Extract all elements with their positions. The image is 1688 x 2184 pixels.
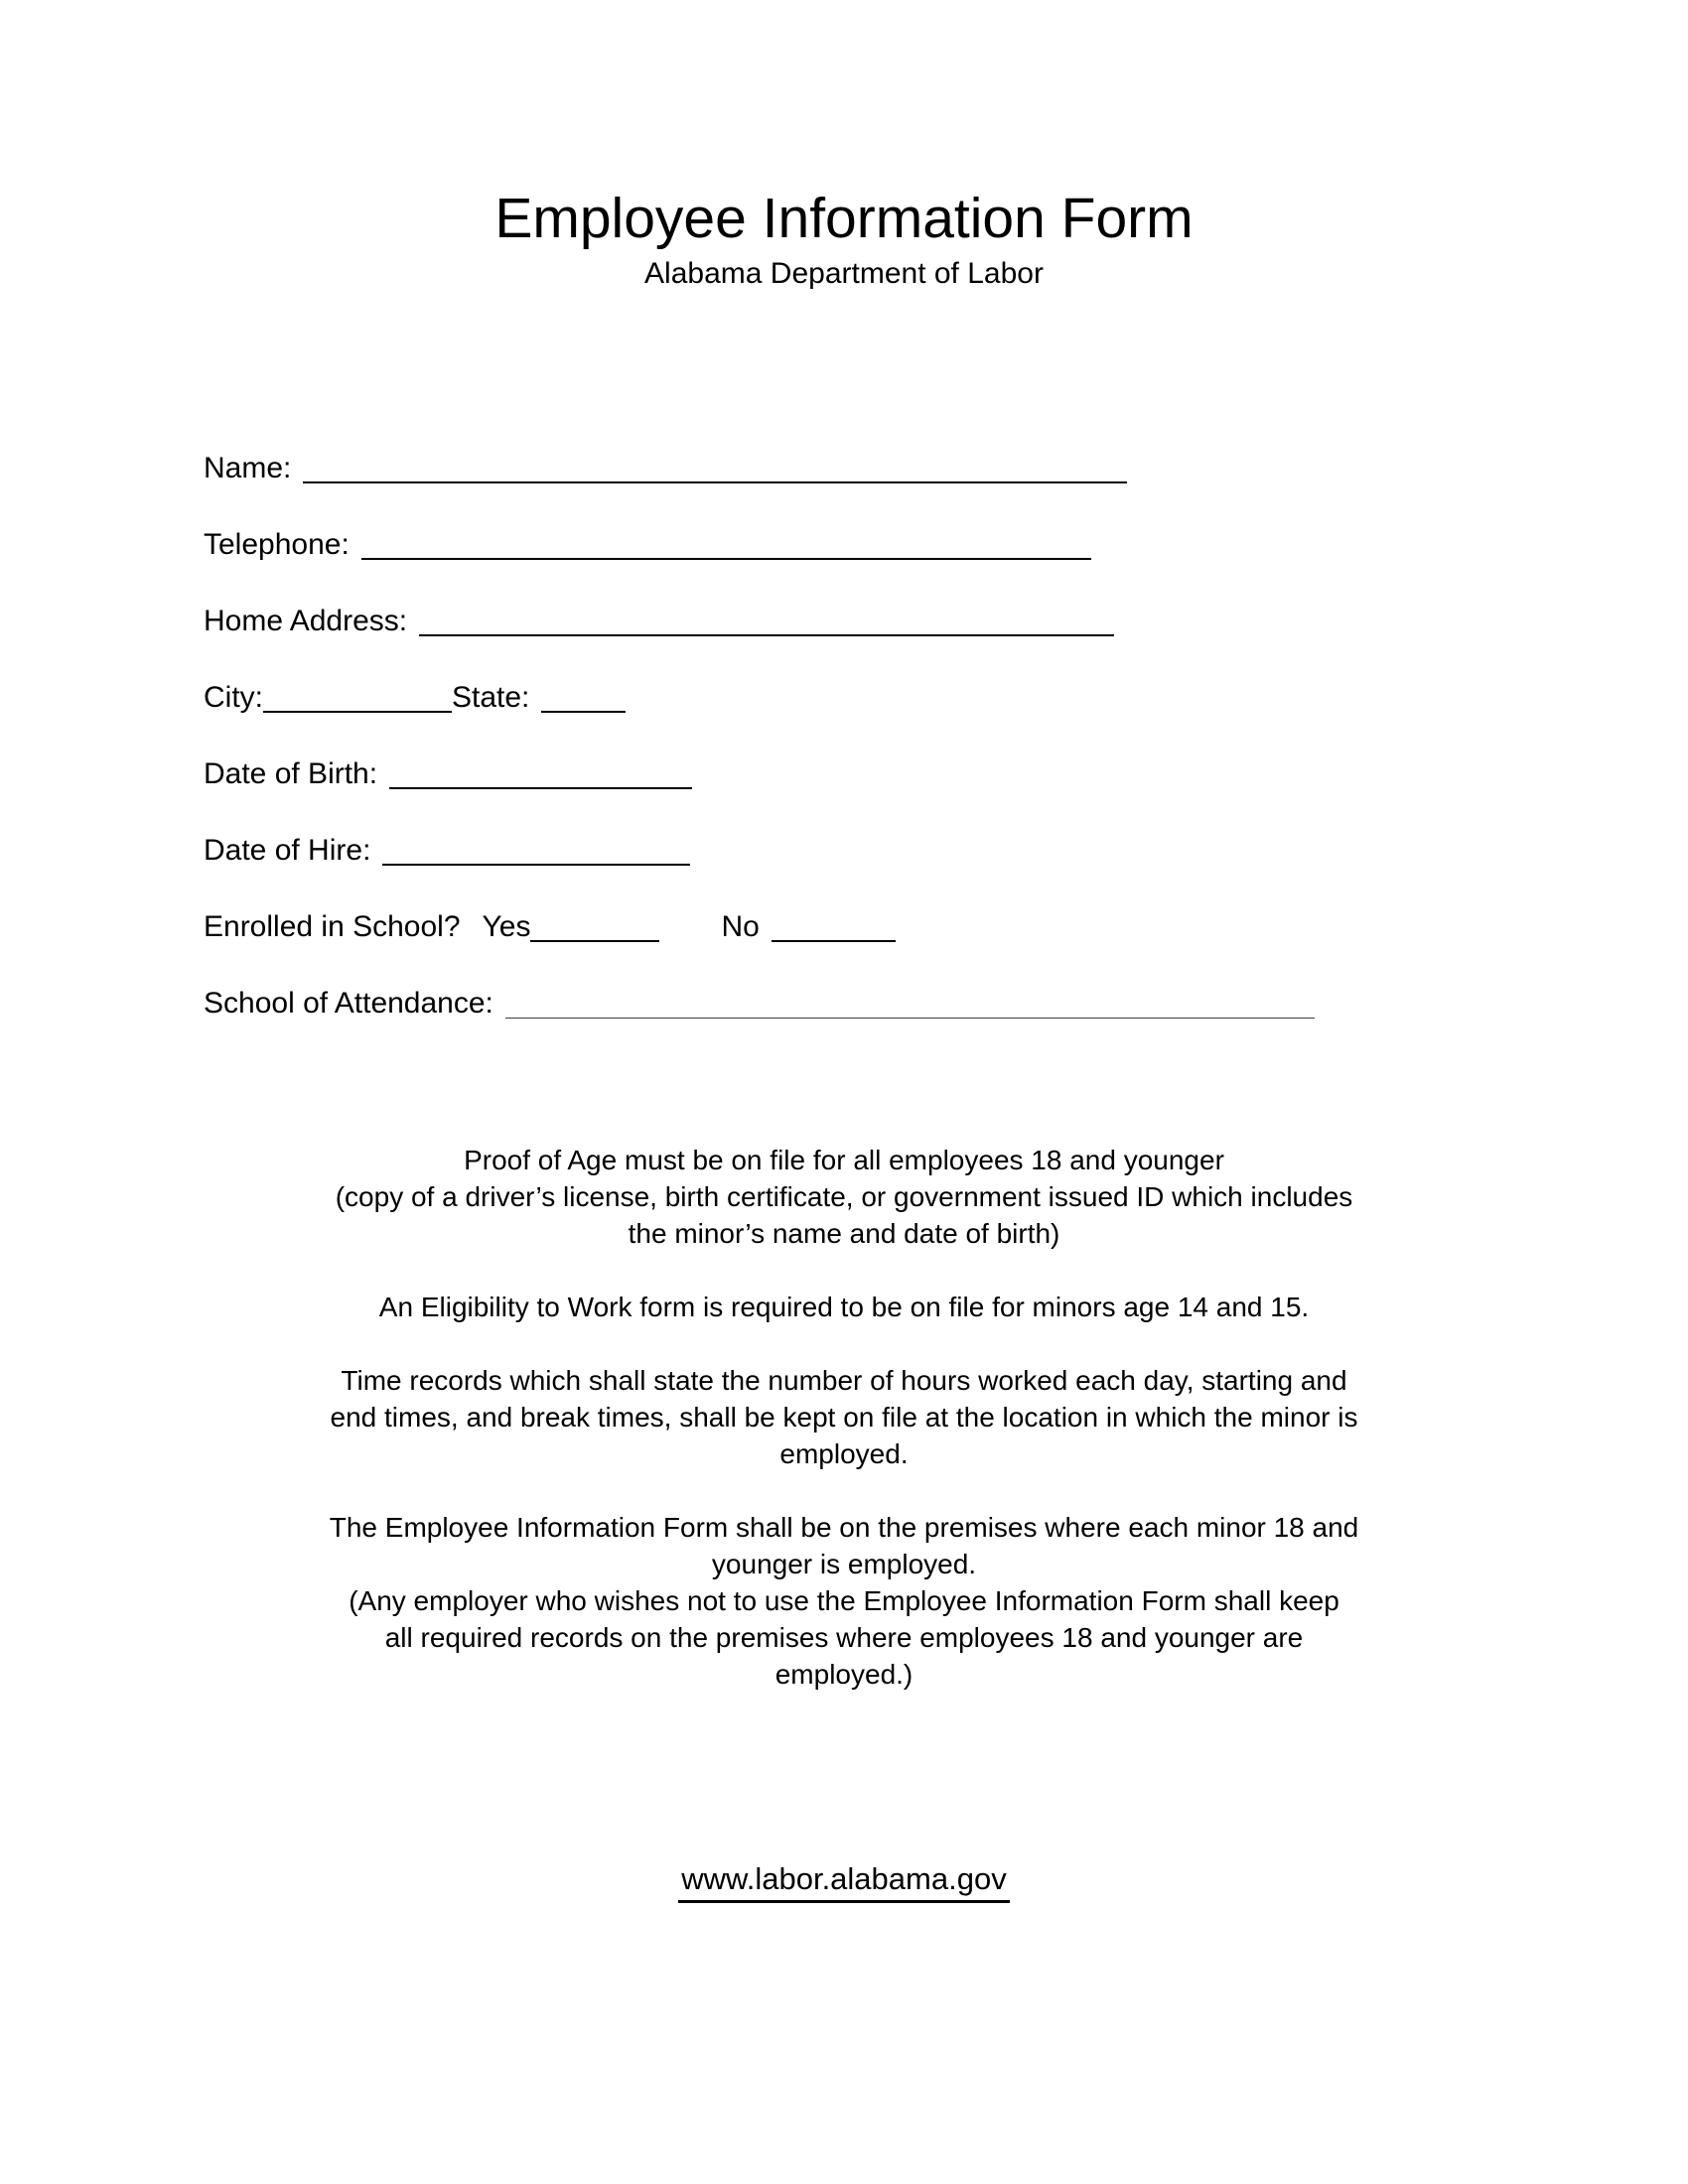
notice-line: Time records which shall state the number of hours worked each day, starting and	[341, 1365, 1347, 1396]
field-row-city-state	[204, 680, 1688, 756]
home-address-label: Home Address:	[204, 605, 408, 637]
form-fields	[204, 451, 1688, 1062]
notice-eligibility-to-work	[0, 1289, 1688, 1325]
yes-blank-line	[530, 939, 659, 942]
home-address-blank-line	[419, 633, 1114, 636]
notice-line: employed.)	[774, 1659, 914, 1690]
notice-line: The Employee Information Form shall be on the premises where each minor 18 and	[329, 1512, 1359, 1543]
name-label: Name:	[204, 452, 292, 484]
notice-line: (copy of a driver’s license, birth certificate, or government issued ID which includes	[335, 1181, 1353, 1212]
website-link[interactable]: www.labor.alabama.gov	[678, 1861, 1009, 1903]
document-footer	[0, 1861, 1688, 1903]
state-blank-line	[541, 710, 626, 713]
notice-line: end times, and break times, shall be kept on file at the location in which the minor is	[330, 1402, 1358, 1433]
field-row-home-address	[204, 604, 1688, 680]
notice-section	[0, 1142, 1688, 1693]
notice-proof-of-age	[0, 1142, 1688, 1252]
telephone-blank-line	[361, 557, 1091, 560]
field-row-telephone	[204, 527, 1688, 604]
notice-line: employed.	[779, 1438, 909, 1469]
telephone-label: Telephone:	[204, 528, 350, 561]
notice-line: the minor’s name and date of birth)	[628, 1218, 1060, 1249]
notice-line: Proof of Age must be on file for all employees 18 and younger	[464, 1145, 1224, 1175]
notice-line: younger is employed.	[711, 1549, 977, 1579]
enrolled-in-school-label: Enrolled in School?	[204, 910, 461, 943]
notice-premises	[0, 1509, 1688, 1693]
date-of-birth-blank-line	[389, 786, 692, 789]
date-of-birth-label: Date of Birth:	[204, 757, 378, 790]
city-label: City:	[204, 681, 263, 714]
notice-line: An Eligibility to Work form is required to be on file for minors age 14 and 15.	[378, 1292, 1310, 1322]
school-of-attendance-blank-line	[505, 1017, 1315, 1019]
field-row-date-of-hire	[204, 833, 1688, 909]
state-label: State:	[452, 681, 530, 714]
field-row-enrolled-in-school	[204, 909, 1688, 986]
date-of-hire-blank-line	[382, 863, 690, 866]
notice-time-records	[0, 1362, 1688, 1472]
date-of-hire-label: Date of Hire:	[204, 834, 371, 867]
notice-line: all required records on the premises where employees 18 and younger are	[384, 1622, 1304, 1653]
no-blank-line	[772, 939, 896, 942]
field-row-date-of-birth	[204, 756, 1688, 833]
yes-label: Yes	[482, 910, 531, 943]
no-label: No	[721, 910, 760, 943]
document-header	[0, 0, 1688, 292]
school-of-attendance-label: School of Attendance:	[204, 987, 493, 1020]
name-blank-line	[303, 480, 1127, 483]
field-row-name	[204, 451, 1688, 527]
page-title: Employee Information Form	[494, 187, 1194, 250]
field-row-school-of-attendance	[204, 986, 1688, 1062]
city-blank-line	[263, 710, 452, 713]
page-subtitle: Alabama Department of Labor	[644, 257, 1044, 290]
notice-line: (Any employer who wishes not to use the Employee Information Form shall keep	[349, 1585, 1339, 1616]
